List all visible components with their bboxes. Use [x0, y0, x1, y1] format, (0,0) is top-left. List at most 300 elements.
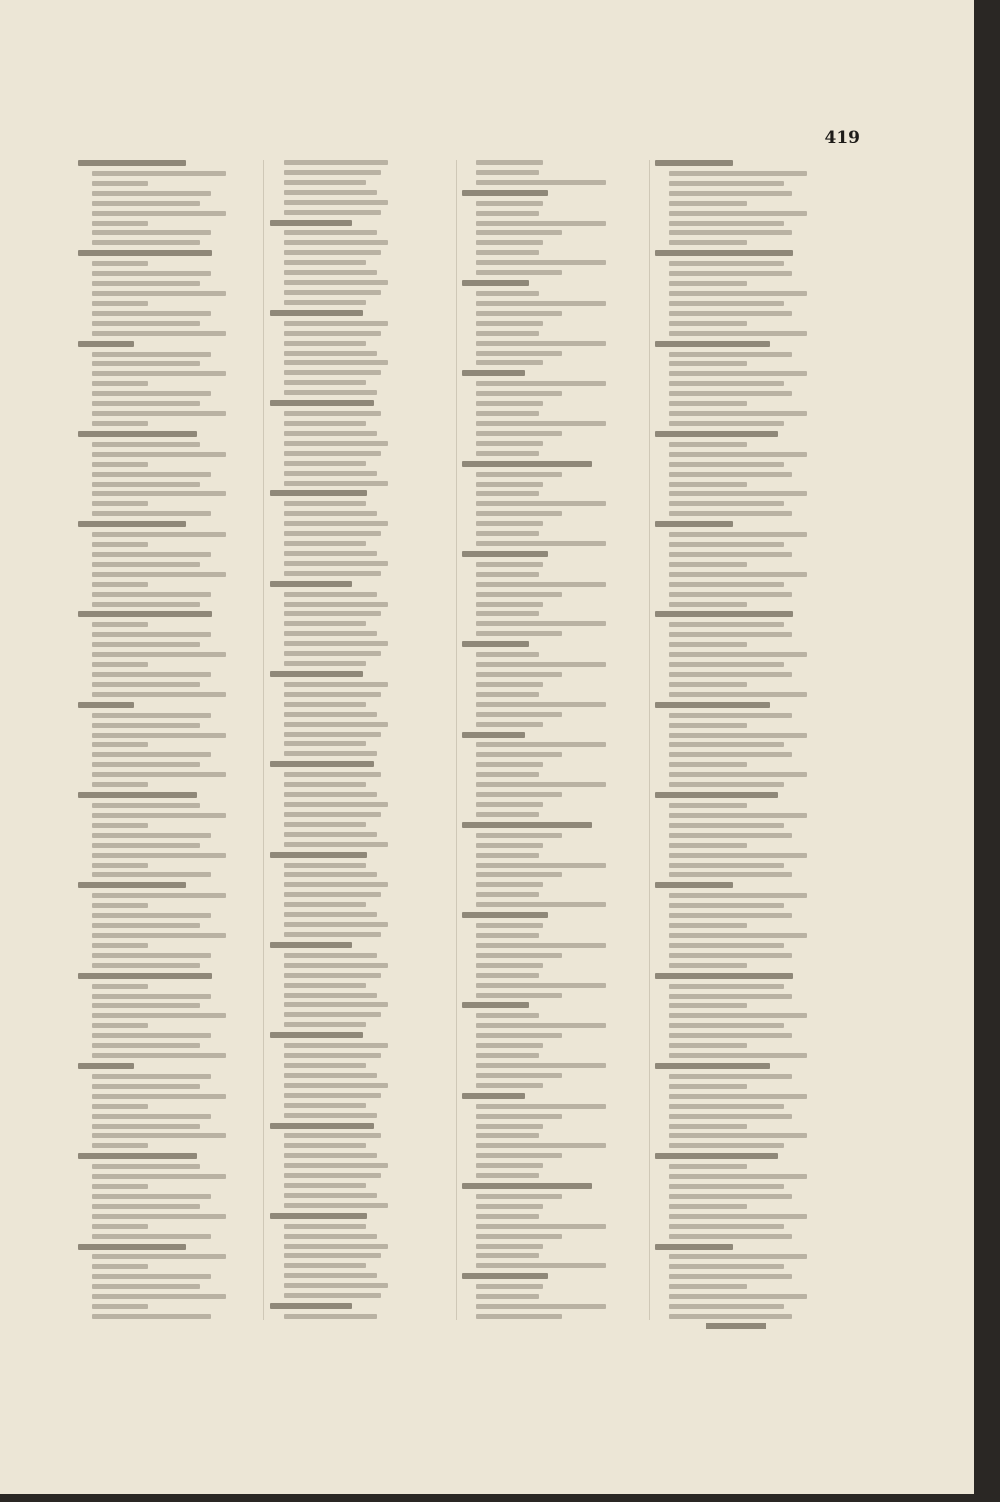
- entry-line: [476, 983, 606, 988]
- entry-line: [92, 733, 226, 738]
- entry-line: [476, 1294, 539, 1299]
- entry-line: [92, 291, 226, 296]
- entry-line: [655, 973, 793, 979]
- entry-line: [462, 912, 548, 918]
- entry-line: [78, 160, 186, 166]
- entry-line: [669, 742, 784, 747]
- entry-line: [476, 973, 539, 978]
- entry-line: [284, 1053, 381, 1058]
- entry-line: [476, 1013, 539, 1018]
- entry-line: [284, 1063, 366, 1068]
- entry-line: [92, 391, 211, 396]
- entry-line: [92, 602, 200, 607]
- entry-line: [669, 1094, 807, 1099]
- entry-line: [92, 893, 226, 898]
- entry-line: [462, 1002, 529, 1008]
- entry-line: [669, 723, 747, 728]
- entry-line: [270, 310, 363, 316]
- entry-line: [476, 160, 543, 165]
- entry-line: [284, 290, 381, 295]
- entry-line: [476, 802, 543, 807]
- entry-line: [284, 1022, 366, 1027]
- entry-line: [92, 371, 226, 376]
- entry-line: [284, 280, 388, 285]
- entry-line: [270, 581, 352, 587]
- entry-line: [669, 452, 807, 457]
- entry-line: [92, 1254, 226, 1259]
- entry-line: [92, 1104, 148, 1109]
- entry-line: [284, 270, 377, 275]
- entry-line: [78, 1244, 186, 1250]
- entry-line: [284, 331, 381, 336]
- entry-line: [92, 301, 148, 306]
- entry-line: [284, 1244, 388, 1249]
- entry-line: [284, 782, 366, 787]
- entry-line: [669, 713, 792, 718]
- entry-line: [669, 1314, 792, 1319]
- entry-line: [476, 230, 562, 235]
- entry-line: [92, 652, 226, 657]
- entry-line: [284, 1193, 377, 1198]
- entry-line: [669, 893, 807, 898]
- entry-line: [669, 1184, 784, 1189]
- entry-line: [92, 281, 200, 286]
- entry-line: [92, 953, 211, 958]
- entry-line: [669, 1274, 792, 1279]
- entry-line: [476, 311, 562, 316]
- entry-line: [284, 1163, 388, 1168]
- entry-line: [669, 482, 747, 487]
- entry-line: [669, 913, 792, 918]
- entry-line: [462, 190, 548, 196]
- entry-line: [284, 963, 388, 968]
- entry-line: [476, 1083, 543, 1088]
- entry-line: [669, 171, 807, 176]
- entry-line: [92, 682, 200, 687]
- entry-line: [284, 1273, 377, 1278]
- entry-line: [669, 692, 807, 697]
- entry-line: [284, 300, 366, 305]
- entry-line: [476, 260, 606, 265]
- entry-line: [462, 641, 529, 647]
- entry-line: [476, 631, 562, 636]
- entry-line: [92, 1204, 200, 1209]
- entry-line: [476, 441, 543, 446]
- entry-line: [476, 833, 562, 838]
- entry-line: [92, 1074, 211, 1079]
- entry-line: [92, 1003, 200, 1008]
- entry-line: [270, 761, 374, 767]
- entry-line: [476, 1063, 606, 1068]
- entry-line: [92, 632, 211, 637]
- entry-line: [270, 1032, 363, 1038]
- entry-line: [669, 592, 792, 597]
- entry-line: [284, 751, 377, 756]
- entry-line: [476, 1263, 606, 1268]
- entry-line: [284, 200, 388, 205]
- entry-line: [92, 1184, 148, 1189]
- entry-line: [476, 531, 539, 536]
- entry-line: [476, 792, 562, 797]
- entry-line: [284, 1183, 366, 1188]
- entry-line: [476, 923, 543, 928]
- entry-line: [669, 782, 784, 787]
- entry-line: [92, 863, 148, 868]
- entry-line: [92, 511, 211, 516]
- entry-line: [92, 401, 200, 406]
- entry-line: [284, 882, 388, 887]
- entry-line: [476, 291, 539, 296]
- entry-line: [476, 351, 562, 356]
- entry-line: [284, 993, 377, 998]
- entry-line: [284, 551, 377, 556]
- entry-line: [476, 611, 539, 616]
- entry-line: [92, 352, 211, 357]
- entry-line: [78, 973, 212, 979]
- entry-line: [476, 892, 539, 897]
- column-rule: [649, 160, 650, 1320]
- entry-line: [284, 912, 377, 917]
- entry-line: [476, 341, 606, 346]
- entry-line: [655, 431, 778, 437]
- entry-line: [669, 261, 784, 266]
- entry-line: [92, 1133, 226, 1138]
- entry-line: [476, 1143, 606, 1148]
- entry-line: [669, 562, 747, 567]
- entry-line: [92, 421, 148, 426]
- entry-line: [270, 1213, 367, 1219]
- entry-line: [92, 943, 148, 948]
- entry-line: [92, 532, 226, 537]
- entry-line: [669, 462, 784, 467]
- entry-line: [284, 973, 381, 978]
- entry-line: [92, 1304, 148, 1309]
- entry-line: [476, 1153, 562, 1158]
- entry-line: [655, 1153, 778, 1159]
- entry-line: [284, 250, 381, 255]
- entry-line: [476, 511, 562, 516]
- entry-line: [669, 1234, 792, 1239]
- entry-line: [92, 772, 226, 777]
- entry-line: [78, 341, 134, 347]
- entry-line: [669, 230, 792, 235]
- signature-mark: [706, 1323, 766, 1329]
- entry-line: [92, 191, 211, 196]
- entry-line: [669, 1204, 747, 1209]
- entry-line: [476, 702, 606, 707]
- entry-line: [284, 692, 381, 697]
- entry-line: [669, 903, 784, 908]
- entry-line: [669, 582, 784, 587]
- entry-line: [92, 672, 211, 677]
- entry-line: [284, 360, 388, 365]
- entry-line: [476, 381, 606, 386]
- entry-line: [92, 271, 211, 276]
- entry-line: [284, 812, 381, 817]
- entry-line: [284, 411, 381, 416]
- entry-line: [284, 682, 388, 687]
- entry-line: [92, 572, 226, 577]
- entry-line: [284, 561, 388, 566]
- entry-line: [655, 611, 793, 617]
- entry-line: [78, 882, 186, 888]
- entry-line: [669, 321, 747, 326]
- entry-line: [92, 482, 200, 487]
- entry-line: [462, 1093, 525, 1099]
- entry-line: [476, 401, 543, 406]
- entry-line: [476, 521, 543, 526]
- entry-line: [92, 1114, 211, 1119]
- entry-line: [92, 984, 148, 989]
- entry-line: [92, 552, 211, 557]
- entry-line: [669, 943, 784, 948]
- entry-line: [78, 431, 197, 437]
- entry-line: [669, 833, 792, 838]
- entry-line: [92, 1094, 226, 1099]
- entry-line: [669, 542, 784, 547]
- entry-line: [284, 1113, 377, 1118]
- entry-line: [284, 240, 388, 245]
- entry-line: [669, 201, 747, 206]
- entry-line: [476, 491, 539, 496]
- entry-line: [476, 431, 562, 436]
- entry-line: [284, 170, 381, 175]
- entry-line: [476, 682, 543, 687]
- entry-line: [669, 652, 807, 657]
- entry-line: [284, 641, 388, 646]
- entry-line: [669, 421, 784, 426]
- entry-line: [476, 472, 562, 477]
- entry-line: [476, 582, 606, 587]
- entry-line: [78, 250, 212, 256]
- entry-line: [92, 1023, 148, 1028]
- entry-line: [669, 1194, 792, 1199]
- entry-line: [476, 562, 543, 567]
- entry-line: [669, 211, 807, 216]
- entry-line: [284, 902, 366, 907]
- entry-line: [92, 472, 211, 477]
- entry-line: [476, 1043, 543, 1048]
- entry-line: [284, 421, 366, 426]
- entry-line: [476, 1244, 543, 1249]
- entry-line: [284, 1043, 388, 1048]
- entry-line: [462, 551, 548, 557]
- entry-line: [284, 451, 381, 456]
- entry-line: [284, 1314, 377, 1319]
- entry-line: [92, 622, 148, 627]
- entry-line: [669, 291, 807, 296]
- entry-line: [655, 882, 733, 888]
- entry-line: [669, 281, 747, 286]
- entry-line: [476, 1194, 562, 1199]
- entry-line: [476, 692, 539, 697]
- entry-line: [669, 984, 784, 989]
- entry-line: [476, 321, 543, 326]
- entry-line: [476, 662, 606, 667]
- entry-line: [284, 571, 381, 576]
- entry-line: [284, 1234, 377, 1239]
- entry-line: [92, 1124, 200, 1129]
- entry-line: [92, 1194, 211, 1199]
- entry-line: [476, 1124, 543, 1129]
- entry-line: [476, 963, 543, 968]
- entry-line: [284, 872, 377, 877]
- entry-line: [92, 723, 200, 728]
- entry-line: [476, 1073, 562, 1078]
- entry-line: [476, 752, 562, 757]
- entry-line: [476, 541, 606, 546]
- entry-line: [284, 732, 381, 737]
- entry-line: [669, 823, 784, 828]
- entry-line: [669, 352, 792, 357]
- entry-line: [476, 863, 606, 868]
- entry-line: [476, 782, 606, 787]
- entry-line: [270, 220, 352, 226]
- entry-line: [655, 1244, 733, 1250]
- entry-line: [92, 1214, 226, 1219]
- page-number: 419: [824, 128, 860, 148]
- entry-line: [476, 201, 543, 206]
- entry-line: [92, 442, 200, 447]
- entry-line: [669, 662, 784, 667]
- entry-line: [284, 772, 381, 777]
- entry-line: [284, 341, 366, 346]
- entry-line: [476, 1234, 562, 1239]
- entry-line: [476, 501, 606, 506]
- entry-line: [284, 1203, 388, 1208]
- entry-line: [284, 441, 388, 446]
- entry-line: [92, 1033, 211, 1038]
- entry-line: [284, 1293, 381, 1298]
- entry-line: [270, 400, 374, 406]
- entry-line: [284, 842, 388, 847]
- entry-line: [284, 380, 366, 385]
- entry-line: [476, 621, 606, 626]
- entry-line: [669, 733, 807, 738]
- entry-line: [284, 983, 366, 988]
- entry-line: [284, 822, 366, 827]
- entry-line: [92, 452, 226, 457]
- entry-line: [476, 712, 562, 717]
- entry-line: [669, 642, 747, 647]
- entry-line: [284, 1283, 388, 1288]
- entry-line: [270, 1123, 374, 1129]
- entry-line: [284, 1012, 381, 1017]
- entry-line: [476, 1163, 543, 1168]
- entry-line: [284, 481, 388, 486]
- entry-line: [284, 321, 388, 326]
- entry-line: [284, 1073, 377, 1078]
- entry-line: [669, 1084, 747, 1089]
- entry-line: [270, 1303, 352, 1309]
- entry-line: [476, 762, 543, 767]
- entry-line: [92, 963, 200, 968]
- entry-line: [284, 1133, 381, 1138]
- entry-line: [669, 813, 807, 818]
- entry-line: [92, 1164, 200, 1169]
- entry-line: [284, 602, 388, 607]
- entry-line: [476, 1214, 539, 1219]
- entry-line: [92, 1314, 211, 1319]
- entry-line: [669, 1053, 807, 1058]
- entry-line: [476, 250, 539, 255]
- entry-line: [92, 1284, 200, 1289]
- entry-line: [284, 892, 381, 897]
- entry-line: [462, 822, 592, 828]
- entry-line: [476, 240, 543, 245]
- entry-line: [92, 933, 226, 938]
- entry-line: [476, 572, 539, 577]
- entry-line: [476, 933, 539, 938]
- entry-line: [92, 221, 148, 226]
- entry-line: [462, 1273, 548, 1279]
- entry-line: [92, 662, 148, 667]
- entry-line: [284, 832, 377, 837]
- entry-line: [92, 994, 211, 999]
- entry-line: [284, 1002, 388, 1007]
- entry-line: [284, 230, 377, 235]
- entry-line: [669, 1294, 807, 1299]
- entry-line: [284, 260, 366, 265]
- entry-line: [92, 462, 148, 467]
- entry-line: [655, 702, 770, 708]
- entry-line: [476, 953, 562, 958]
- entry-line: [476, 602, 543, 607]
- entry-line: [669, 401, 747, 406]
- entry-line: [284, 461, 366, 466]
- entry-line: [284, 1253, 381, 1258]
- entry-line: [669, 411, 807, 416]
- entry-line: [92, 872, 211, 877]
- entry-line: [476, 902, 606, 907]
- entry-line: [476, 1053, 539, 1058]
- entry-line: [92, 853, 226, 858]
- entry-line: [476, 943, 606, 948]
- entry-line: [476, 270, 562, 275]
- entry-line: [270, 671, 363, 677]
- entry-line: [476, 482, 543, 487]
- entry-line: [270, 490, 367, 496]
- entry-line: [92, 1274, 211, 1279]
- entry-line: [284, 802, 388, 807]
- entry-line: [284, 592, 377, 597]
- entry-line: [476, 1133, 539, 1138]
- entry-line: [284, 210, 381, 215]
- entry-line: [669, 191, 792, 196]
- entry-line: [476, 722, 543, 727]
- entry-line: [284, 431, 377, 436]
- entry-line: [78, 1063, 134, 1069]
- entry-line: [476, 772, 539, 777]
- entry-line: [669, 572, 807, 577]
- entry-line: [92, 843, 200, 848]
- entry-line: [284, 541, 366, 546]
- entry-line: [669, 472, 792, 477]
- entry-line: [92, 261, 148, 266]
- entry-line: [92, 1234, 211, 1239]
- entry-line: [284, 741, 366, 746]
- entry-line: [476, 652, 539, 657]
- entry-line: [92, 913, 211, 918]
- entry-line: [669, 1164, 747, 1169]
- entry-line: [284, 511, 377, 516]
- entry-line: [92, 642, 200, 647]
- entry-line: [476, 1173, 539, 1178]
- entry-line: [92, 1264, 148, 1269]
- entry-line: [284, 1083, 388, 1088]
- entry-line: [92, 381, 148, 386]
- entry-line: [92, 762, 200, 767]
